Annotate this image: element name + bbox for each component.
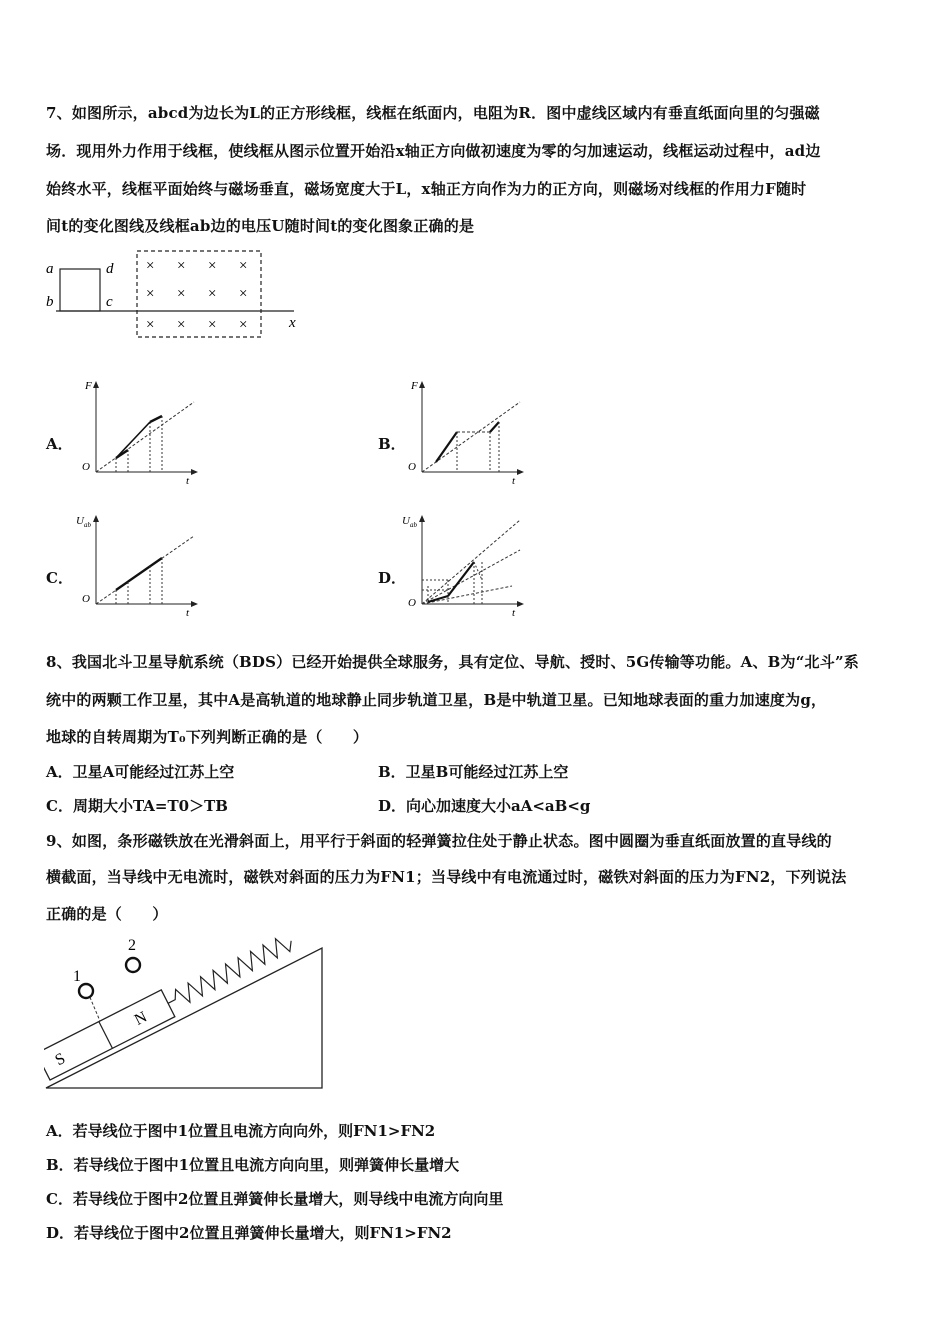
svg-text:ab: ab bbox=[410, 521, 417, 529]
label-b: b bbox=[46, 294, 54, 310]
svg-text:×: × bbox=[146, 286, 155, 302]
q9-incline-figure bbox=[44, 928, 334, 1093]
svg-text:U: U bbox=[402, 515, 410, 527]
label-2: 2 bbox=[128, 937, 136, 954]
graph-b bbox=[402, 380, 532, 490]
graph-d bbox=[402, 514, 532, 624]
q7-line-4: 间t的变化图线及线框ab边的电压U随时间t的变化图象正确的是 bbox=[46, 217, 475, 235]
svg-text:×: × bbox=[239, 317, 248, 333]
field-crosses bbox=[146, 258, 247, 333]
svg-text:×: × bbox=[239, 258, 248, 274]
q7-line-3: 始终水平，线框平面始终与磁场垂直，磁场宽度大于L，x轴正方向作为力的正方向，则磁场对线框的作用力F随时 bbox=[46, 180, 807, 198]
q8-line-1: 8、我国北斗卫星导航系统（BDS）已经开始提供全球服务，具有定位、导航、授时、5G传输等功能。A、B为“北斗”系 bbox=[46, 653, 859, 671]
svg-text:O: O bbox=[408, 597, 416, 609]
q7-line-2: 场．现用外力作用于线框，使线框从图示位置开始沿x轴正方向做初速度为零的匀加速运动，线框运动过程中，ad边 bbox=[46, 142, 821, 160]
q7-option-b-label[interactable]: B． bbox=[378, 435, 406, 453]
q8-line-2: 统中的两颗工作卫星，其中A是高轨道的地球静止同步轨道卫星，B是中轨道卫星。已知地球表面的重力加速度为g， bbox=[46, 691, 827, 709]
svg-text:×: × bbox=[146, 317, 155, 333]
q9-option-c[interactable]: C．若导线位于图中2位置且弹簧伸长量增大，则导线中电流方向向里 bbox=[46, 1190, 504, 1208]
label-d: d bbox=[106, 261, 114, 277]
q8-line-3: 地球的自转周期为T₀下列判断正确的是（ ） bbox=[46, 728, 369, 746]
svg-text:t: t bbox=[512, 475, 516, 487]
svg-text:×: × bbox=[177, 317, 186, 333]
graph-a bbox=[76, 380, 206, 490]
q9-option-a[interactable]: A．若导线位于图中1位置且电流方向向外，则FN1>FN2 bbox=[46, 1122, 436, 1140]
svg-text:×: × bbox=[146, 258, 155, 274]
graph-c bbox=[76, 514, 206, 624]
svg-text:F: F bbox=[85, 380, 92, 392]
label-x: x bbox=[289, 315, 296, 331]
incline bbox=[46, 948, 322, 1088]
svg-text:t: t bbox=[186, 475, 190, 487]
svg-text:×: × bbox=[208, 286, 217, 302]
q7-field-figure bbox=[44, 248, 304, 340]
q8-option-d[interactable]: D．向心加速度大小aA<aB<g bbox=[378, 797, 591, 815]
svg-text:F: F bbox=[411, 380, 418, 392]
magnet-s-label: S bbox=[52, 1050, 69, 1070]
svg-text:×: × bbox=[239, 286, 248, 302]
wire-position-1 bbox=[79, 984, 93, 998]
q9-option-b[interactable]: B．若导线位于图中1位置且电流方向向里，则弹簧伸长量增大 bbox=[46, 1156, 460, 1174]
q7-option-a-label[interactable]: A． bbox=[46, 435, 73, 453]
q9-line-2: 横截面，当导线中无电流时，磁铁对斜面的压力为FN1；当导线中有电流通过时，磁铁对斜面的压力为FN2，下列说法 bbox=[46, 868, 847, 886]
q7-option-d-label[interactable]: D． bbox=[378, 569, 407, 587]
q9-line-1: 9、如图，条形磁铁放在光滑斜面上，用平行于斜面的轻弹簧拉住处于静止状态。图中圆圈为垂直纸面放置的直导线的 bbox=[46, 832, 832, 850]
bar-magnet bbox=[44, 928, 298, 1080]
magnet-n-label: N bbox=[131, 1008, 150, 1029]
svg-text:×: × bbox=[208, 258, 217, 274]
q7-line-1: 7、如图所示，abcd为边长为L的正方形线框，线框在纸面内，电阻为R．图中虚线区域内有垂直纸面向里的匀强磁 bbox=[46, 104, 820, 122]
svg-text:U: U bbox=[76, 515, 84, 527]
svg-text:t: t bbox=[186, 607, 190, 619]
q8-option-b[interactable]: B．卫星B可能经过江苏上空 bbox=[378, 763, 569, 781]
svg-text:ab: ab bbox=[84, 521, 91, 529]
q7-option-c-label[interactable]: C． bbox=[46, 569, 73, 587]
label-c: c bbox=[106, 294, 113, 310]
svg-text:O: O bbox=[82, 593, 90, 605]
wire-position-2 bbox=[126, 958, 140, 972]
q9-option-d[interactable]: D．若导线位于图中2位置且弹簧伸长量增大，则FN1>FN2 bbox=[46, 1224, 452, 1242]
q9-line-3: 正确的是（ ） bbox=[46, 905, 168, 923]
svg-text:×: × bbox=[177, 286, 186, 302]
svg-text:O: O bbox=[408, 461, 416, 473]
svg-text:×: × bbox=[177, 258, 186, 274]
q8-option-a[interactable]: A．卫星A可能经过江苏上空 bbox=[46, 763, 235, 781]
label-a: a bbox=[46, 261, 54, 277]
label-1: 1 bbox=[73, 968, 81, 985]
q8-option-c[interactable]: C．周期大小TA=T0＞TB bbox=[46, 797, 228, 815]
svg-text:×: × bbox=[208, 317, 217, 333]
square-coil bbox=[60, 269, 100, 311]
svg-text:O: O bbox=[82, 461, 90, 473]
svg-text:t: t bbox=[512, 607, 516, 619]
